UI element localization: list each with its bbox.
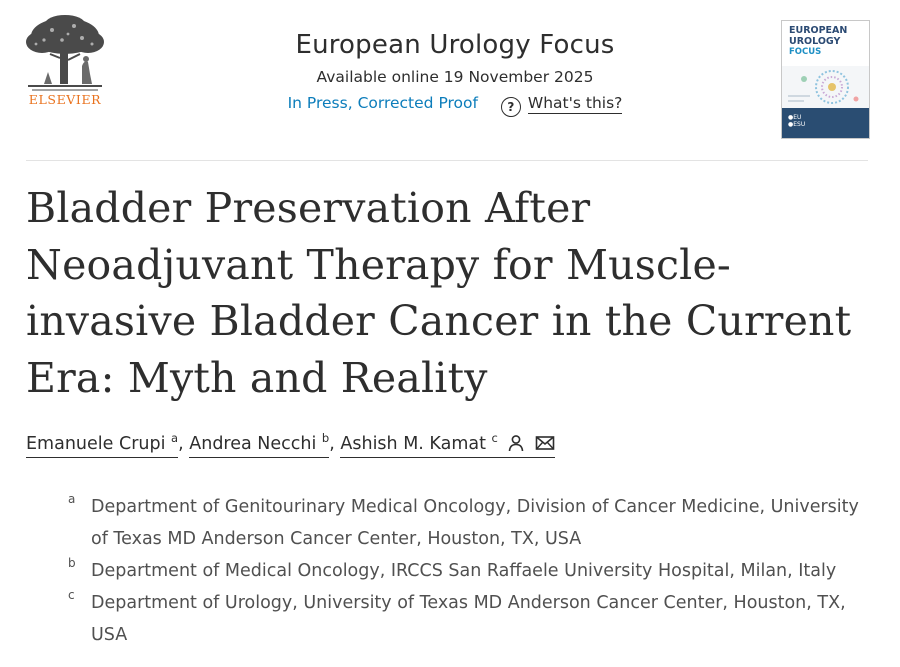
author-affiliation-sup: a xyxy=(171,431,179,445)
affiliation-label: b xyxy=(68,556,76,570)
author-affiliation-sup: c xyxy=(491,431,498,445)
article-header xyxy=(0,0,900,160)
affiliation-list xyxy=(64,491,874,651)
affiliation-item xyxy=(64,555,874,587)
article-status-row xyxy=(230,94,680,117)
affiliation-text: Department of Genitourinary Medical Oncology, Division of Cancer Medicine, University of Texas MD Anderson Cancer Center, Houston, TX, USA xyxy=(91,497,859,549)
tree-icon xyxy=(22,14,108,94)
cover-title-line: EUROPEAN xyxy=(789,25,848,36)
author-link-kamat[interactable] xyxy=(340,431,555,458)
author-name: Ashish M. Kamat xyxy=(340,434,486,454)
journal-info xyxy=(230,30,680,117)
cover-artwork xyxy=(782,65,869,109)
publisher-name: ELSEVIER xyxy=(28,92,102,107)
author-name: Andrea Necchi xyxy=(189,434,317,454)
header-divider xyxy=(26,160,868,161)
author-link-crupi[interactable] xyxy=(26,431,179,458)
author-affiliation-sup: b xyxy=(321,431,330,445)
in-press-link[interactable]: In Press, Corrected Proof xyxy=(287,94,478,112)
author-separator: , xyxy=(178,434,184,454)
whats-this-button[interactable] xyxy=(501,94,623,112)
person-icon xyxy=(507,434,525,452)
envelope-icon xyxy=(535,434,555,452)
affiliation-text: Department of Medical Oncology, IRCCS San Raffaele University Hospital, Milan, Italy xyxy=(91,561,837,581)
journal-title-link[interactable]: European Urology Focus xyxy=(295,30,615,60)
article-title: Bladder Preservation After Neoadjuvant Therapy for Muscle-invasive Bladder Cancer in the Current Era: Myth and Reality xyxy=(26,184,852,402)
affiliation-item xyxy=(64,491,874,555)
question-circle-icon: ? xyxy=(501,97,521,117)
cover-footer-band xyxy=(782,108,869,138)
author-name: Emanuele Crupi xyxy=(26,434,166,454)
author-separator: , xyxy=(329,434,335,454)
affiliation-label: a xyxy=(68,492,76,506)
affiliation-label: c xyxy=(68,588,75,602)
author-link-necchi[interactable] xyxy=(189,431,330,458)
cover-band-line: ●EU xyxy=(788,114,802,121)
cover-band-line: ●ESU xyxy=(788,121,806,128)
journal-cover-thumbnail[interactable] xyxy=(781,20,870,139)
cover-title-line: UROLOGY xyxy=(789,35,841,47)
affiliation-text: Department of Urology, University of Texas MD Anderson Cancer Center, Houston, TX, USA xyxy=(91,593,846,645)
online-date: Available online 19 November 2025 xyxy=(316,68,594,86)
whats-this-label: What's this? xyxy=(527,94,623,112)
author-list xyxy=(26,431,726,454)
affiliation-item xyxy=(64,587,874,651)
cover-title-block xyxy=(782,21,869,66)
cover-title-line: FOCUS xyxy=(789,47,822,57)
